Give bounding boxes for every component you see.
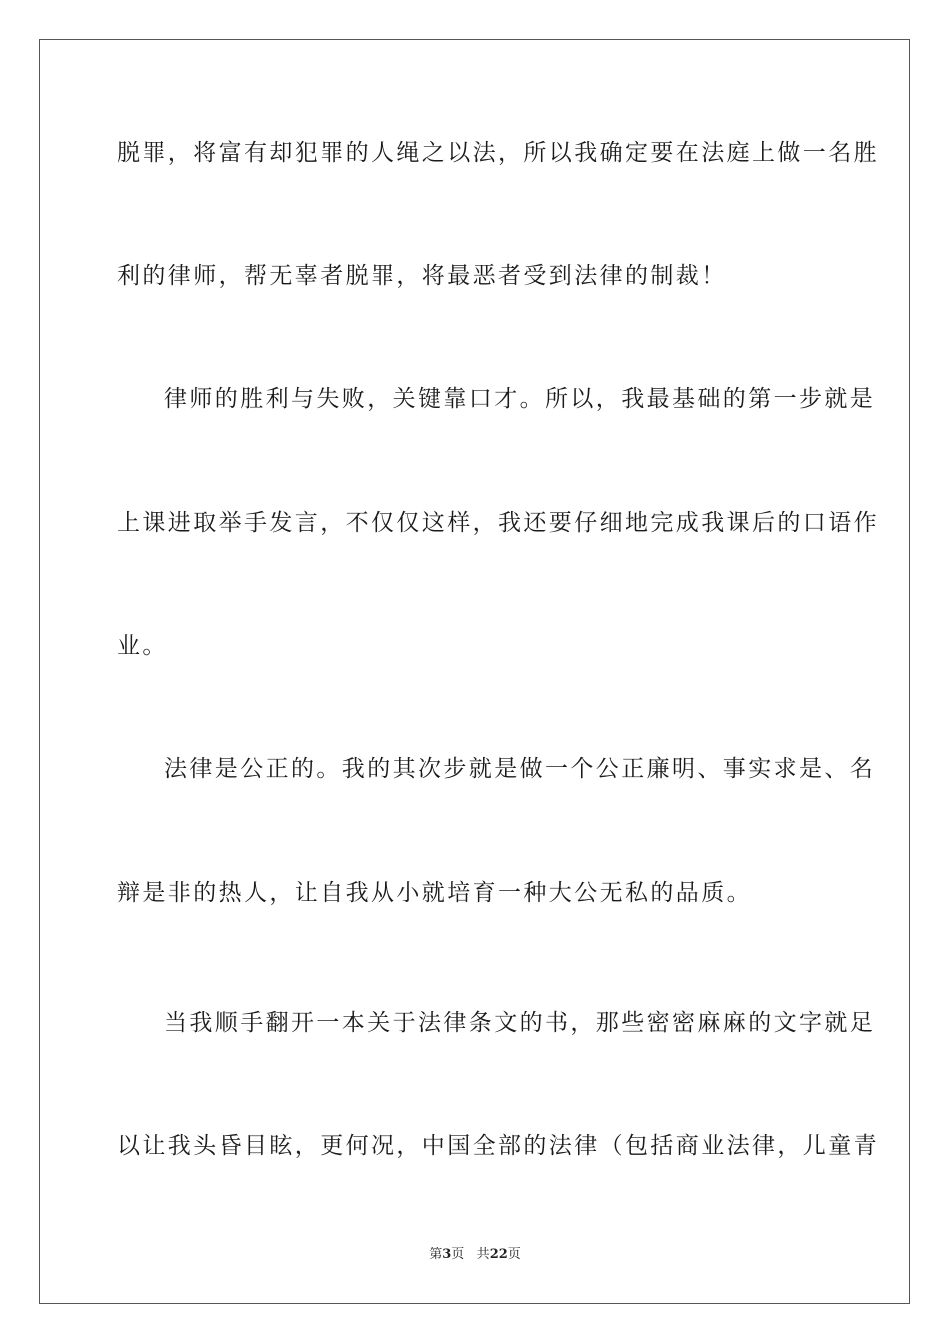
text-line: 辩是非的热人，让自我从小就培育一种大公无私的品质。 [117,880,752,906]
text-line: 利的律师，帮无辜者脱罪，将最恶者受到法律的制裁！ [117,263,727,289]
total-pages: 22 [489,1247,508,1262]
page-number: 3 [442,1247,452,1262]
total-suffix: 页 [507,1247,521,1262]
page-suffix: 页 [451,1247,465,1262]
paragraph-start-line: 律师的胜利与失败，关键靠口才。所以，我最基础的第一步就是 [164,386,876,412]
page-footer [0,1246,950,1264]
text-line: 业。 [117,633,168,659]
paragraph-start-line: 法律是公正的。我的其次步就是做一个公正廉明、事实求是、名 [164,756,876,782]
total-prefix: 共 [476,1247,490,1262]
text-line: 脱罪，将富有却犯罪的人绳之以法，所以我确定要在法庭上做一名胜 [117,140,879,166]
page-prefix: 第 [429,1247,443,1262]
page-border [39,39,910,1304]
paragraph-start-line: 当我顺手翻开一本关于法律条文的书，那些密密麻麻的文字就足 [164,1010,876,1036]
text-line: 上课进取举手发言，不仅仅这样，我还要仔细地完成我课后的口语作 [117,510,879,536]
text-line: 以让我头昏目眩，更何况，中国全部的法律（包括商业法律，儿童青 [117,1133,879,1159]
